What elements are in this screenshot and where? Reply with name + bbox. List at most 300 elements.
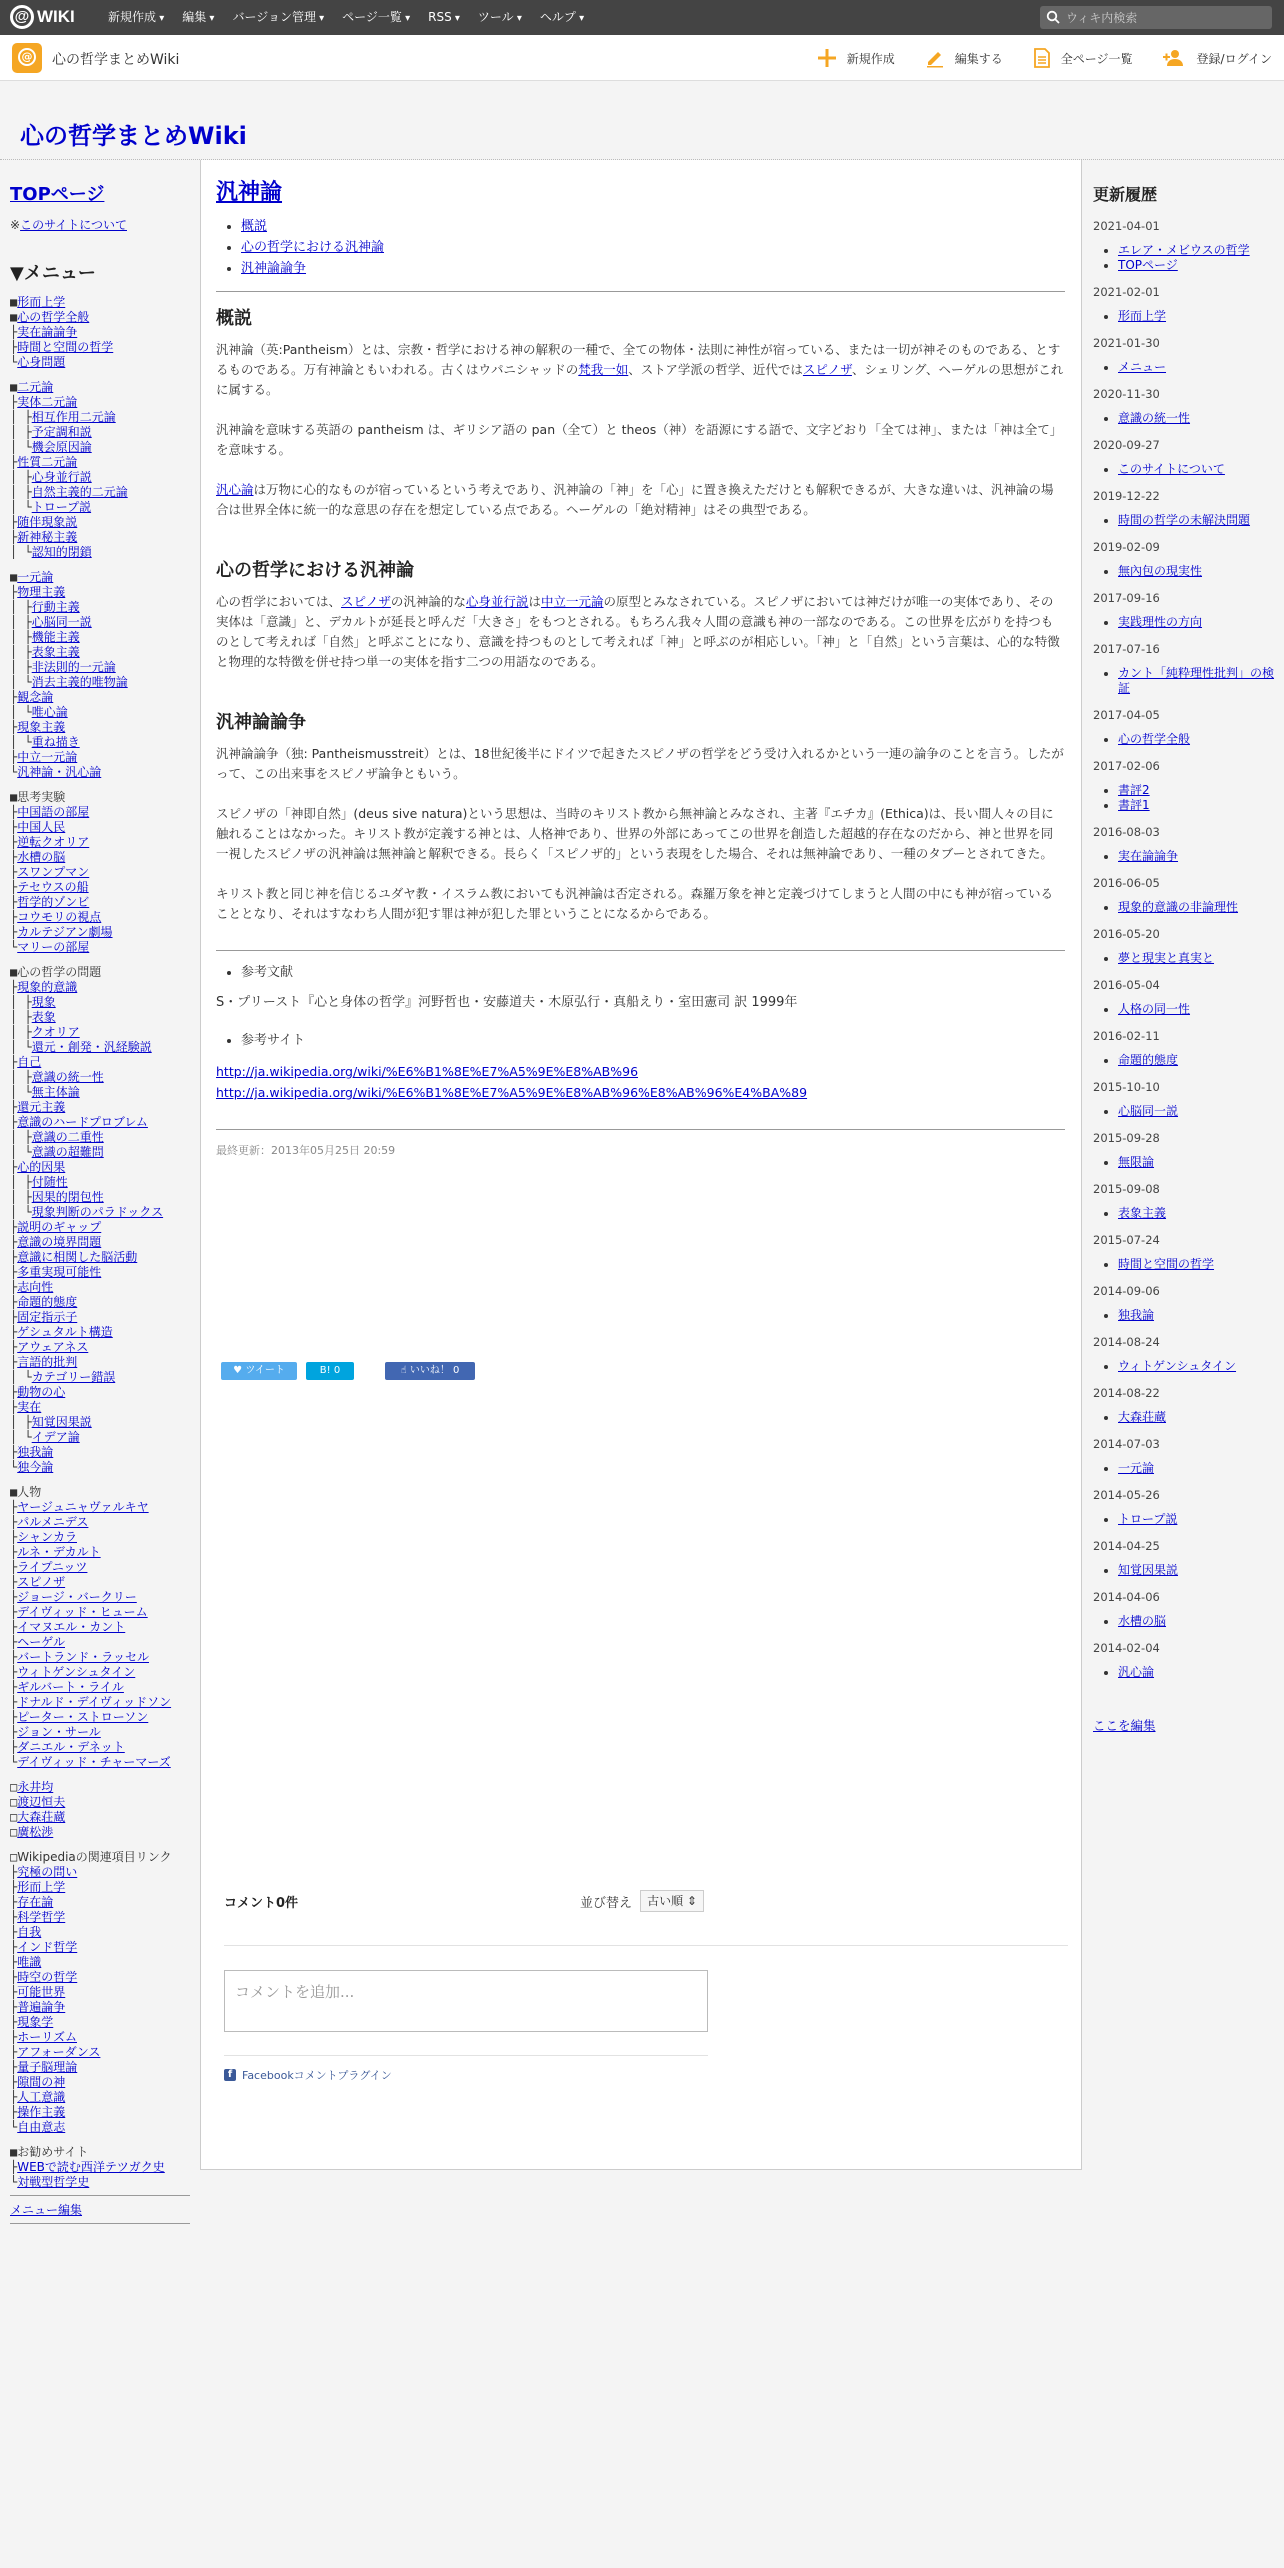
wiki-logo[interactable]: @ WIKI [10, 5, 75, 29]
menu-item [10, 1265, 190, 1280]
menu-link[interactable]: 新神秘主義 [17, 530, 78, 544]
menu-link[interactable]: ジョン・サール [17, 1725, 101, 1739]
menu-tree-marker: ├ [10, 1055, 18, 1069]
update-list [1093, 513, 1278, 528]
menu-link[interactable]: ヤージュニャヴァルキヤ [17, 1500, 149, 1514]
menu-item [10, 1910, 190, 1925]
menu-link[interactable]: アウェアネス [17, 1340, 89, 1354]
menu-link[interactable]: 中国語の部屋 [17, 805, 90, 819]
text-run: は [528, 594, 541, 609]
search-icon [1046, 10, 1060, 24]
menu-link[interactable]: 可能世界 [17, 1985, 66, 1999]
menu-item [10, 1605, 190, 1620]
menu-item [10, 645, 190, 660]
update-date: 2014-09-06 [1093, 1284, 1160, 1298]
update-link[interactable]: 大森荘蔵 [1118, 1410, 1167, 1424]
menu-item [10, 2075, 190, 2090]
menu-item [10, 1850, 190, 1865]
menu-link[interactable]: 意識の二重性 [31, 1130, 104, 1144]
update-link[interactable]: カント「純粋理性批判」の検証 [1118, 666, 1275, 695]
menu-item [10, 980, 190, 995]
menu-gap [10, 1475, 190, 1485]
menu-link[interactable]: デイヴィッド・ヒューム [17, 1605, 148, 1619]
menu-tree-marker: ├ [10, 1895, 18, 1909]
update-link[interactable]: 汎心論 [1118, 1665, 1155, 1679]
menu-link[interactable]: 因果的閉包性 [31, 1190, 104, 1204]
menu-link[interactable]: 唯識 [17, 1955, 42, 1969]
update-link[interactable]: トロープ説 [1118, 1512, 1178, 1526]
menu-tree-marker: │ ├ [10, 1010, 32, 1024]
update-link[interactable]: 人格の同一性 [1118, 1002, 1191, 1016]
update-item [1118, 1155, 1278, 1170]
menu-tree-marker: ├ [10, 2015, 18, 2029]
menu-tree-marker: │ ├ [10, 630, 32, 644]
menu-link[interactable]: 固定指示子 [17, 1310, 78, 1324]
update-list [1093, 1308, 1278, 1323]
menu-link[interactable]: 重ね描き [31, 735, 80, 749]
menu-item [10, 1985, 190, 2000]
top-nav-item[interactable]: ツール ▾ [478, 0, 522, 35]
menu-item [10, 1340, 190, 1355]
update-link[interactable]: 心脳同一説 [1118, 1104, 1179, 1118]
menu-tree-marker: └ [10, 765, 18, 779]
menu-tree-marker: ├ [10, 1445, 18, 1459]
menu-link[interactable]: 性質二元論 [17, 455, 78, 469]
menu-link[interactable]: イマヌエル・カント [17, 1620, 126, 1634]
section-heading-overview: 概説 [216, 308, 252, 329]
menu-item [10, 1560, 190, 1575]
menu-link[interactable]: 動物の心 [17, 1385, 66, 1399]
menu-link[interactable]: 認知的閉鎖 [31, 545, 92, 559]
menu-link[interactable]: スワンプマン [17, 865, 90, 879]
menu-link[interactable]: 中立一元論 [17, 750, 78, 764]
menu-link[interactable]: デイヴィッド・チャーマーズ [17, 1755, 171, 1769]
right-sidebar [1082, 160, 1284, 2568]
menu-link[interactable]: バートランド・ラッセル [17, 1650, 149, 1664]
menu-item [10, 2045, 190, 2060]
top-nav-item[interactable]: RSS ▾ [428, 0, 460, 35]
update-link[interactable]: 無限論 [1118, 1155, 1155, 1169]
menu-link[interactable]: 意識の境界問題 [17, 1235, 102, 1249]
menu-link[interactable]: 無主体論 [31, 1085, 80, 1099]
update-date: 2017-04-05 [1093, 708, 1160, 722]
menu-link[interactable]: 汎神論・汎心論 [17, 765, 102, 779]
menu-link[interactable]: 量子脳理論 [17, 2060, 78, 2074]
menu-tree-marker: ├ [10, 2000, 18, 2014]
menu-link[interactable]: 心的因果 [17, 1160, 66, 1174]
update-list [1093, 1053, 1278, 1068]
menu-link[interactable]: 現象的意識 [17, 980, 78, 994]
menu-link[interactable]: イデア論 [31, 1430, 80, 1444]
menu-link[interactable]: ライプニッツ [17, 1560, 88, 1574]
top-nav-item[interactable]: 新規作成 ▾ [108, 0, 164, 35]
toc-item [241, 237, 1065, 258]
menu-link[interactable]: 独今論 [17, 1460, 54, 1474]
menu-tree-marker: │ └ [10, 500, 32, 514]
menu-link[interactable]: 形而上学 [17, 1880, 66, 1894]
menu-link[interactable]: 廣松渉 [17, 1825, 54, 1839]
menu-item [10, 570, 190, 585]
menu-link[interactable]: 相互作用二元論 [31, 410, 116, 424]
menu-link[interactable]: 中国人民 [17, 820, 66, 834]
update-list [1093, 1614, 1278, 1629]
about-note: ※このサイトについて [10, 218, 127, 232]
menu-tree-marker: ├ [10, 515, 18, 529]
site-actions [787, 35, 1272, 81]
update-link[interactable]: メニュー [1118, 360, 1167, 374]
menu-link[interactable]: 非法則的一元論 [31, 660, 116, 674]
top-nav-item[interactable]: 編集 ▾ [182, 0, 214, 35]
menu-link[interactable]: 一元論 [17, 570, 54, 584]
menu-tree-marker: ├ [10, 1530, 18, 1544]
menu-tree-marker: ├ [10, 1910, 18, 1924]
menu-link[interactable]: 実在 [17, 1400, 42, 1414]
tweet-button[interactable]: ♥ ツイート [221, 1362, 297, 1380]
menu-link[interactable]: 時間と空間の哲学 [17, 340, 114, 354]
menu-gap [10, 780, 190, 790]
update-list [1093, 1206, 1278, 1221]
update-date: 2020-11-30 [1093, 387, 1160, 401]
menu-link[interactable]: 還元・創発・汎経験説 [31, 1040, 152, 1054]
menu-link[interactable]: ゲシュタルト構造 [17, 1325, 113, 1339]
menu-tree-marker: ├ [10, 2060, 18, 2074]
menu-link[interactable]: ホーリズム [17, 2030, 77, 2044]
hatena-bookmark-button[interactable]: B! 0 [306, 1362, 354, 1380]
menu-link[interactable]: 実体二元論 [17, 395, 78, 409]
inline-link[interactable]: 心身並行説 [465, 594, 529, 609]
menu-item [10, 720, 190, 735]
sort-select[interactable]: 古い順 ⇕ [640, 1890, 704, 1912]
menu-link[interactable]: 唯心論 [31, 705, 68, 719]
menu-link[interactable]: インド哲学 [17, 1940, 78, 1954]
reference-link[interactable]: http://ja.wikipedia.org/wiki/%E6%B1%8E%E7%A5%9E%E8%AB%96 [216, 1064, 639, 1079]
menu-item [10, 1085, 190, 1100]
update-link[interactable]: 一元論 [1118, 1461, 1155, 1475]
search-input[interactable] [1066, 6, 1266, 29]
menu-link[interactable]: 普遍論争 [17, 2000, 66, 2014]
top-nav-item[interactable]: バージョン管理 ▾ [232, 0, 324, 35]
menu-link[interactable]: 心脳同一説 [31, 615, 92, 629]
recent-updates-heading: 更新履歴 [1093, 185, 1158, 204]
menu-item [10, 2000, 190, 2015]
update-date: 2014-04-06 [1093, 1590, 1160, 1604]
menu-link[interactable]: 機会原因論 [31, 440, 92, 454]
menu-link[interactable]: 形而上学 [17, 295, 66, 309]
menu-item [10, 1445, 190, 1460]
menu-link[interactable]: 心身並行説 [31, 470, 92, 484]
update-item [1118, 900, 1278, 915]
inline-link[interactable]: 汎心論 [216, 482, 254, 497]
update-list [1093, 666, 1278, 696]
menu-edit-link[interactable]: メニュー編集 [10, 2203, 83, 2217]
document-icon [1033, 48, 1051, 68]
menu-link[interactable]: 水槽の脳 [17, 850, 66, 864]
menu-tree-marker: □ [10, 1795, 18, 1809]
update-link[interactable]: 実践理性の方向 [1118, 615, 1203, 629]
menu-item [10, 425, 190, 440]
menu-link[interactable]: スピノザ [17, 1575, 66, 1589]
menu-link[interactable]: 存在論 [17, 1895, 54, 1909]
menu-link[interactable]: 現象 [31, 995, 56, 1009]
menu-link[interactable]: 現象主義 [17, 720, 66, 734]
update-link[interactable]: 形而上学 [1118, 309, 1167, 323]
update-link[interactable]: 意識の統一性 [1118, 411, 1191, 425]
update-link[interactable]: 書評1 [1118, 798, 1150, 812]
update-item [1118, 513, 1278, 528]
menu-link[interactable]: 科学哲学 [17, 1910, 66, 1924]
menu-link[interactable]: カテゴリー錯誤 [31, 1370, 116, 1384]
menu-item [10, 790, 190, 805]
menu-item [10, 940, 190, 955]
menu-link[interactable]: 独我論 [17, 1445, 54, 1459]
menu-link[interactable]: 機能主義 [31, 630, 80, 644]
menu-link[interactable]: 行動主義 [31, 600, 80, 614]
menu-item [10, 1680, 190, 1695]
menu-link[interactable]: 消去主義的唯物論 [31, 675, 128, 689]
menu-item [10, 880, 190, 895]
update-item [1118, 732, 1278, 747]
site-title-link[interactable]: 心の哲学まとめWiki [20, 122, 247, 150]
site-badge-icon[interactable]: @ [12, 43, 42, 73]
menu-link[interactable]: 説明のギャップ [17, 1220, 102, 1234]
menu-link[interactable]: シャンカラ [17, 1530, 77, 1544]
menu-gap [10, 2135, 190, 2145]
menu-link[interactable]: トロープ説 [31, 500, 92, 514]
update-date: 2019-02-09 [1093, 540, 1160, 554]
menu-gap [10, 370, 190, 380]
menu-link[interactable]: 現象学 [17, 2015, 54, 2029]
update-item [1118, 243, 1278, 258]
menu-item [10, 1100, 190, 1115]
menu-link[interactable]: 予定調和説 [31, 425, 92, 439]
menu-tree-marker: ├ [10, 1220, 18, 1234]
inline-link[interactable]: 中立一元論 [540, 594, 604, 609]
menu-link[interactable]: 表象 [31, 1010, 56, 1024]
toc-link[interactable]: 心の哲学における汎神論 [241, 240, 385, 255]
menu-link[interactable]: 永井均 [17, 1780, 54, 1794]
menu-tree-marker: │ └ [10, 1205, 32, 1219]
update-date: 2014-02-04 [1093, 1641, 1160, 1655]
menu-link[interactable]: 究極の問い [17, 1865, 78, 1879]
update-link[interactable]: TOPページ [1118, 258, 1178, 272]
update-item [1118, 951, 1278, 966]
menu-link[interactable]: 還元主義 [17, 1100, 66, 1114]
menu-tree-marker: □ [10, 1850, 18, 1864]
menu-tree-marker: │ ├ [10, 1190, 32, 1204]
menu-item [10, 440, 190, 455]
menu-link[interactable]: マリーの部屋 [17, 940, 90, 954]
menu-tree-marker: │ ├ [10, 1415, 32, 1429]
menu-link[interactable]: 意識に相関した脳活動 [17, 1250, 138, 1264]
update-link[interactable]: 書評2 [1118, 783, 1150, 797]
update-item [1118, 1359, 1278, 1374]
menu-tree-marker: ■ [10, 2145, 18, 2159]
menu-tree-marker: │ └ [10, 675, 32, 689]
menu-link[interactable]: 渡辺恒夫 [17, 1795, 66, 1809]
menu-item [10, 1795, 190, 1810]
menu-link[interactable]: 心の哲学全般 [17, 310, 90, 324]
menu-link[interactable]: 意識の超難問 [31, 1145, 104, 1159]
facebook-comment-plugin-link[interactable]: f Facebookコメントプラグイン [224, 2067, 392, 2083]
paragraph [216, 340, 1065, 400]
menu-item [10, 1415, 190, 1430]
text-run: 心の哲学においては、 [216, 594, 342, 609]
menu-link[interactable]: 命題的態度 [17, 1295, 78, 1309]
menu-tree-marker: ├ [10, 1545, 18, 1559]
menu-link[interactable]: コウモリの視点 [17, 910, 102, 924]
update-link[interactable]: 表象主義 [1118, 1206, 1167, 1220]
page-title-link[interactable]: 汎神論 [216, 180, 283, 205]
menu-item [10, 2175, 190, 2190]
toc-link[interactable]: 概説 [241, 219, 268, 234]
all-pages-button[interactable]: 全ページ一覧 [1033, 48, 1133, 68]
menu-tree-marker: │ ├ [10, 660, 32, 674]
top-nav-item[interactable]: ヘルプ ▾ [540, 0, 584, 35]
login-button[interactable]: 登録/ログイン [1163, 48, 1272, 68]
menu-link[interactable]: 随伴現象説 [17, 515, 78, 529]
menu-item [10, 1205, 190, 1220]
menu-item [10, 600, 190, 615]
update-link[interactable]: 現象的意識の非論理性 [1118, 900, 1239, 914]
menu-link[interactable]: ヘーゲル [17, 1635, 65, 1649]
menu-link[interactable]: ダニエル・デネット [17, 1740, 125, 1754]
menu-link[interactable]: 自然主義的二元論 [31, 485, 128, 499]
menu-tree-marker: ├ [10, 1500, 18, 1514]
reference-link[interactable]: http://ja.wikipedia.org/wiki/%E6%B1%8E%E7%A5%9E%E8%AB%96%E8%AB%96%E4%BA%89 [216, 1085, 808, 1100]
update-link[interactable]: エレア・メビウスの哲学 [1118, 243, 1250, 257]
inline-link[interactable]: スピノザ [341, 594, 391, 609]
update-link[interactable]: 時間と空間の哲学 [1118, 1257, 1215, 1271]
page-title [216, 175, 1065, 206]
update-link[interactable]: 夢と現実と真実と [1118, 951, 1215, 965]
menu-item [10, 455, 190, 470]
inline-link[interactable]: 梵我一如 [578, 362, 629, 377]
about-link[interactable]: このサイトについて [20, 218, 127, 232]
title-bar [0, 82, 1284, 160]
main-content [200, 160, 1082, 2170]
menu-item [10, 470, 190, 485]
new-page-button[interactable]: 新規作成 [817, 48, 895, 68]
menu-link[interactable]: 自由意志 [17, 2120, 66, 2134]
menu-link[interactable]: 知覚因果説 [31, 1415, 92, 1429]
menu-link[interactable]: 付随性 [31, 1175, 68, 1189]
menu-link[interactable]: ルネ・デカルト [17, 1545, 101, 1559]
comment-input[interactable]: コメントを追加... [224, 1970, 708, 2032]
update-link[interactable]: 水槽の脳 [1118, 1614, 1167, 1628]
menu-tree-marker: │ └ [10, 545, 32, 559]
update-date: 2014-08-24 [1093, 1335, 1160, 1349]
menu-link[interactable]: カルテジアン劇場 [17, 925, 113, 939]
edit-sidebar-link[interactable]: ここを編集 [1093, 1718, 1156, 1733]
menu-divider-bottom [10, 2223, 190, 2224]
menu-link[interactable]: 人工意識 [17, 2090, 66, 2104]
update-link[interactable]: 実在論論争 [1118, 849, 1179, 863]
menu-tree-marker: □ [10, 1810, 18, 1824]
inline-link[interactable]: スピノザ [802, 362, 852, 377]
menu-tree-marker: ├ [10, 1680, 18, 1694]
menu-item [10, 750, 190, 765]
menu-link[interactable]: 表象主義 [31, 645, 80, 659]
toc-link[interactable]: 汎神論論争 [241, 261, 307, 276]
menu-link[interactable]: 志向性 [17, 1280, 54, 1294]
menu-link[interactable]: 心身問題 [17, 355, 66, 369]
update-link[interactable]: 時間の哲学の未解決問題 [1118, 513, 1251, 527]
menu-link[interactable]: ジョージ・バークリー [17, 1590, 137, 1604]
menu-link[interactable]: パルメニデス [17, 1515, 89, 1529]
update-date: 2021-02-01 [1093, 285, 1160, 299]
menu-item [10, 2120, 190, 2135]
menu-link[interactable]: ギルバート・ライル [17, 1680, 124, 1694]
section-heading-pantheism-controversy: 汎神論論争 [216, 712, 306, 733]
menu-link[interactable]: 自己 [17, 1055, 42, 1069]
menu-link[interactable]: 多重実現可能性 [17, 1265, 102, 1279]
menu-link[interactable]: 隙間の神 [17, 2075, 66, 2089]
menu-item [10, 1545, 190, 1560]
update-link[interactable]: 知覚因果説 [1118, 1563, 1179, 1577]
menu-link[interactable]: 大森荘蔵 [17, 1810, 66, 1824]
update-link[interactable]: ウィトゲンシュタイン [1118, 1359, 1237, 1373]
menu-tree-marker: │ └ [10, 1085, 32, 1099]
menu-link[interactable]: ドナルド・デイヴィッドソン [17, 1695, 172, 1709]
menu-tree-marker: │ └ [10, 1040, 32, 1054]
menu-link[interactable]: 時空の哲学 [17, 1970, 78, 1984]
site-bar [0, 35, 1284, 81]
menu-tree-marker: ├ [10, 340, 18, 354]
menu-link[interactable]: 自我 [17, 1925, 42, 1939]
menu-link[interactable]: 逆転クオリア [17, 835, 90, 849]
menu-link[interactable]: 実在論論争 [17, 325, 78, 339]
menu-link[interactable]: アフォーダンス [17, 2045, 101, 2059]
menu-link[interactable]: 言語的批判 [17, 1355, 78, 1369]
menu-link[interactable]: 対戦型哲学史 [17, 2175, 90, 2189]
menu-item [10, 1310, 190, 1325]
menu-link[interactable]: 意識のハードプロブレム [17, 1115, 148, 1129]
facebook-like-button[interactable]: ☝ いいね！ 0 [385, 1362, 475, 1380]
site-name[interactable]: 心の哲学まとめWiki [52, 52, 180, 68]
text-run: 、シェリング、ヘーゲルの思想がこれに属する。 [216, 362, 1064, 397]
menu-link[interactable]: 操作主義 [17, 2105, 66, 2119]
divider [216, 1129, 1065, 1130]
menu-item [10, 1250, 190, 1265]
menu-link[interactable]: テセウスの船 [17, 880, 89, 894]
menu-tree-marker: ├ [10, 1740, 18, 1754]
menu-item [10, 1295, 190, 1310]
menu-link[interactable]: 現象判断のパラドックス [31, 1205, 164, 1219]
menu-tree-marker: └ [10, 1460, 18, 1474]
menu-link[interactable]: 物理主義 [17, 585, 66, 599]
update-link[interactable]: 無內包の現実性 [1118, 564, 1203, 578]
menu-link[interactable]: ピーター・ストローソン [17, 1710, 149, 1724]
top-page-link[interactable]: TOPページ [10, 184, 105, 205]
menu-link[interactable]: 哲学的ゾンビ [17, 895, 90, 909]
update-link[interactable]: 心の哲学全般 [1118, 732, 1191, 746]
menu-link[interactable]: クオリア [31, 1025, 80, 1039]
update-link[interactable]: 命題的態度 [1118, 1053, 1179, 1067]
menu-link[interactable]: 観念論 [17, 690, 54, 704]
menu-link[interactable]: 二元論 [17, 380, 54, 394]
update-link[interactable]: このサイトについて [1118, 462, 1225, 476]
menu-link[interactable]: ウィトゲンシュタイン [17, 1665, 136, 1679]
top-nav-item[interactable]: ページ一覧 ▾ [342, 0, 410, 35]
menu-item [10, 545, 190, 560]
menu-item [10, 1325, 190, 1340]
menu-item [10, 1485, 190, 1500]
update-link[interactable]: 独我論 [1118, 1308, 1155, 1322]
menu-tree-marker: ├ [10, 395, 18, 409]
menu-link[interactable]: 意識の統一性 [31, 1070, 104, 1084]
menu-link[interactable]: WEBで読む西洋テツガク史 [17, 2160, 165, 2174]
edit-page-button[interactable]: 編集する [925, 48, 1003, 68]
